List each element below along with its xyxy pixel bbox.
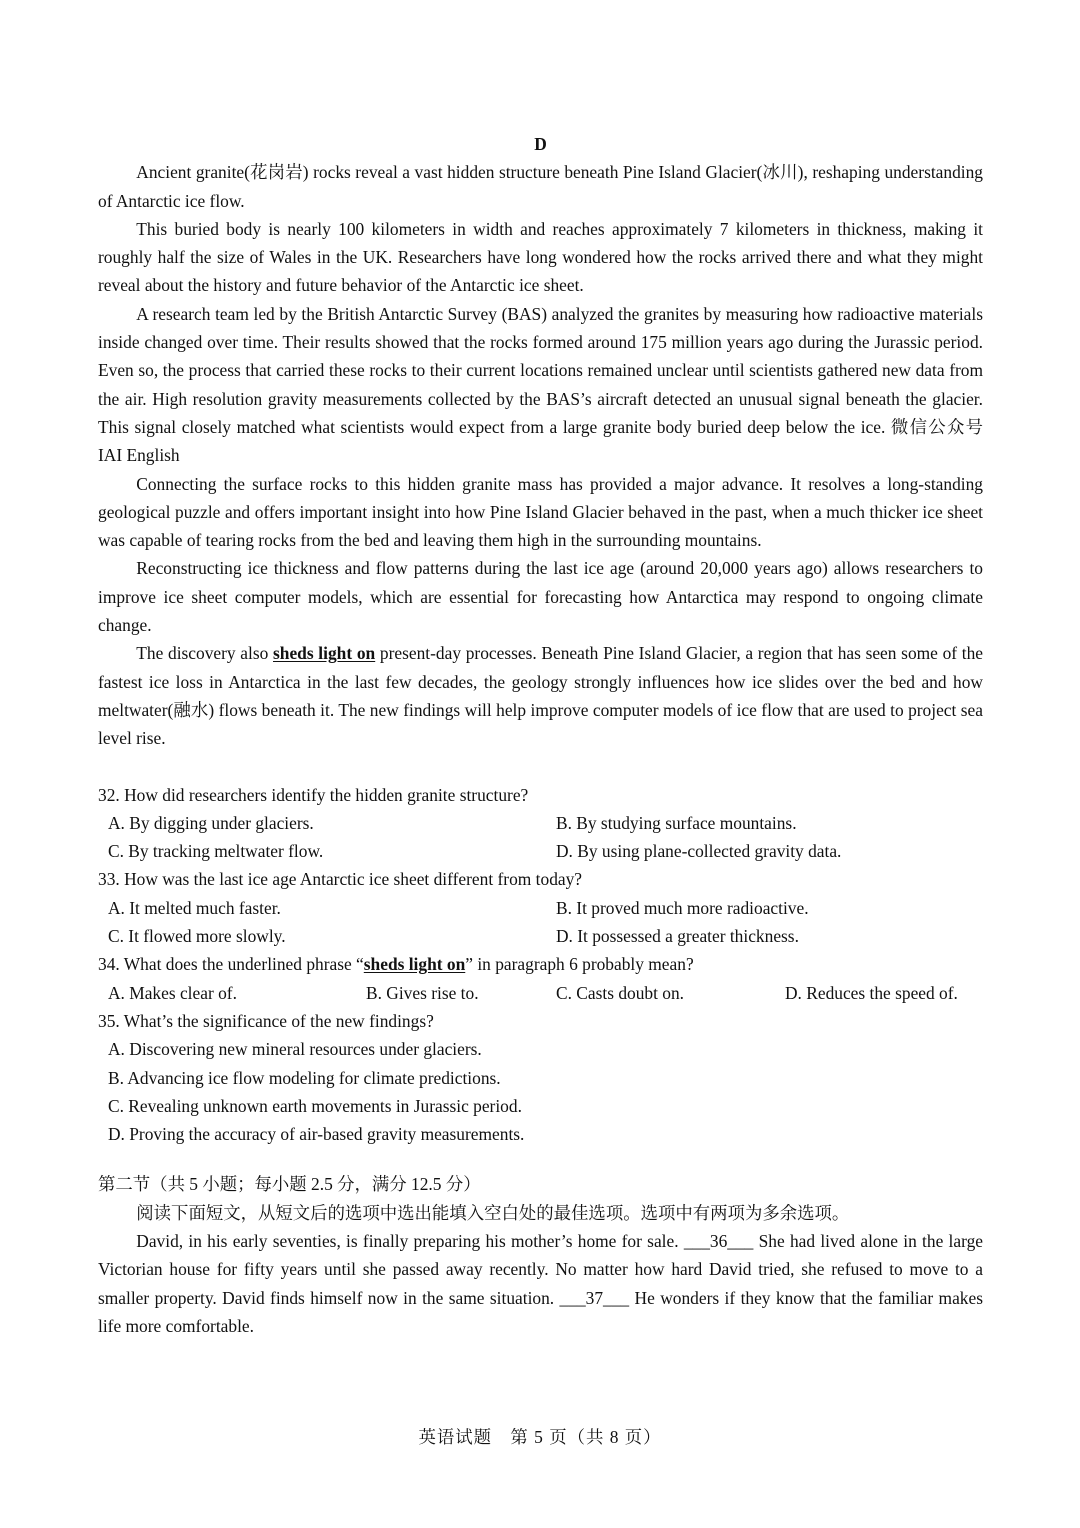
option-32-a[interactable]: A. By digging under glaciers. [108,812,314,833]
question-33-stem: 33. How was the last ice age Antarctic ice sheet different from today? [98,869,583,890]
option-33-d[interactable]: D. It possessed a greater thickness. [556,926,799,947]
paragraph-2: This buried body is nearly 100 kilometers in width and reaches approximately 7 kilometers in thickness, making it roughly half the size of Wales in the UK. Researchers have long wondered how the rocks arrived there and what they might reveal about the history and future behavior of the Antarctic ice sheet. [98,218,983,296]
q34-stem-after: ” in paragraph 6 probably mean? [465,954,694,975]
option-35-c[interactable]: C. Revealing unknown earth movements in Jurassic period. [108,1095,522,1116]
question-32-options [98,809,983,866]
question-32-stem: 32. How did researchers identify the hidden granite structure? [98,784,529,805]
s2-text-1: David, in his early seventies, is finally preparing his mother’s home for sale. [136,1230,684,1251]
blank-37[interactable]: ___37___ [559,1287,630,1308]
question-35-options [98,1035,983,1148]
option-34-d[interactable]: D. Reduces the speed of. [785,982,958,1003]
paragraph-5: Reconstructing ice thickness and flow patterns during the last ice age (around 20,000 years ago) allows researchers to improve ice sheet computer models, which are essential for forecasting how Antarctica may respond to ongoing climate change. [98,558,983,636]
option-35-b[interactable]: B. Advancing ice flow modeling for climate predictions. [108,1067,501,1088]
q34-stem-before: 34. What does the underlined phrase “ [98,954,364,975]
paragraph-1: Ancient granite(花岗岩) rocks reveal a vast hidden structure beneath Pine Island Glacier(冰川), reshaping understanding of Antarctic ice flow. [98,162,983,211]
option-32-b[interactable]: B. By studying surface mountains. [556,812,797,833]
option-33-b[interactable]: B. It proved much more radioactive. [556,897,809,918]
section-2-passage [98,1227,983,1340]
paragraph-4: Connecting the surface rocks to this hidden granite mass has provided a major advance. It resolves a long-standing geological puzzle and offers important insight into how Pine Island Glacier behaved in the past, when a much thicker ice sheet was capable of tearing rocks from the bed and leaving them high in the surrounding mountains. [98,473,983,551]
option-34-b[interactable]: B. Gives rise to. [366,982,479,1003]
p6-before: The discovery also [136,643,274,664]
option-32-d[interactable]: D. By using plane-collected gravity data. [556,841,842,862]
page-footer: 英语试题 第 5 页（共 8 页） [418,1427,662,1447]
section-2-instruction: 阅读下面短文，从短文后的选项中选出能填入空白处的最佳选项。选项中有两项为多余选项。 [136,1202,850,1223]
passage-letter: D [534,134,547,154]
p6-after: present-day processes. Beneath Pine Island Glacier, a region that has seen some of the fastest ice loss in Antarctica in the last few decades, the geology strongly influences how ice slides over the bed and how meltwater(融水) flows beneath it. The new findings will help improve computer models of ice flow that are used to project sea level rise. [98,643,984,749]
section-2-heading: 第二节（共 5 小题；每小题 2.5 分，满分 12.5 分） [98,1174,481,1195]
paragraph-6 [98,639,983,752]
s2-text-3: He wonders if they know that the familiar makes life more comfortable. [98,1287,983,1336]
blank-36[interactable]: ___36___ [683,1230,754,1251]
option-32-c[interactable]: C. By tracking meltwater flow. [108,841,324,862]
question-33-options [98,894,983,951]
option-34-a[interactable]: A. Makes clear of. [108,982,237,1003]
q34-underlined-phrase: sheds light on [363,954,466,975]
paragraph-3: A research team led by the British Antarctic Survey (BAS) analyzed the granites by measuring how radioactive materials inside changed over time. Their results showed that the rocks formed around 175 million years ago during the Jurassic period. Even so, the process that carried these rocks to their current locations remained unclear until scientists gathered new data from the air. High resolution gravity measurements collected by the BAS’s aircraft detected an unusual signal beneath the glacier. This signal closely matched what scientists would expect from a large granite body buried deep below the ice. 微信公众号 IAI English [98,303,983,466]
option-34-c[interactable]: C. Casts doubt on. [556,982,685,1003]
option-35-d[interactable]: D. Proving the accuracy of air-based gravity measurements. [108,1124,525,1145]
question-34-options [98,979,983,1007]
option-33-a[interactable]: A. It melted much faster. [108,897,281,918]
question-34-stem [98,950,983,978]
option-33-c[interactable]: C. It flowed more slowly. [108,926,286,947]
exam-page [98,130,983,1340]
s2-text-2: She had lived alone in the large Victorian house for fifty years until she passed away recently. No matter how hard David tried, she refused to move to a smaller property. David finds himself now in the same situation. [98,1230,983,1308]
question-35-stem: 35. What’s the significance of the new findings? [98,1010,434,1031]
underlined-phrase: sheds light on [273,643,376,664]
option-35-a[interactable]: A. Discovering new mineral resources under glaciers. [108,1039,482,1060]
